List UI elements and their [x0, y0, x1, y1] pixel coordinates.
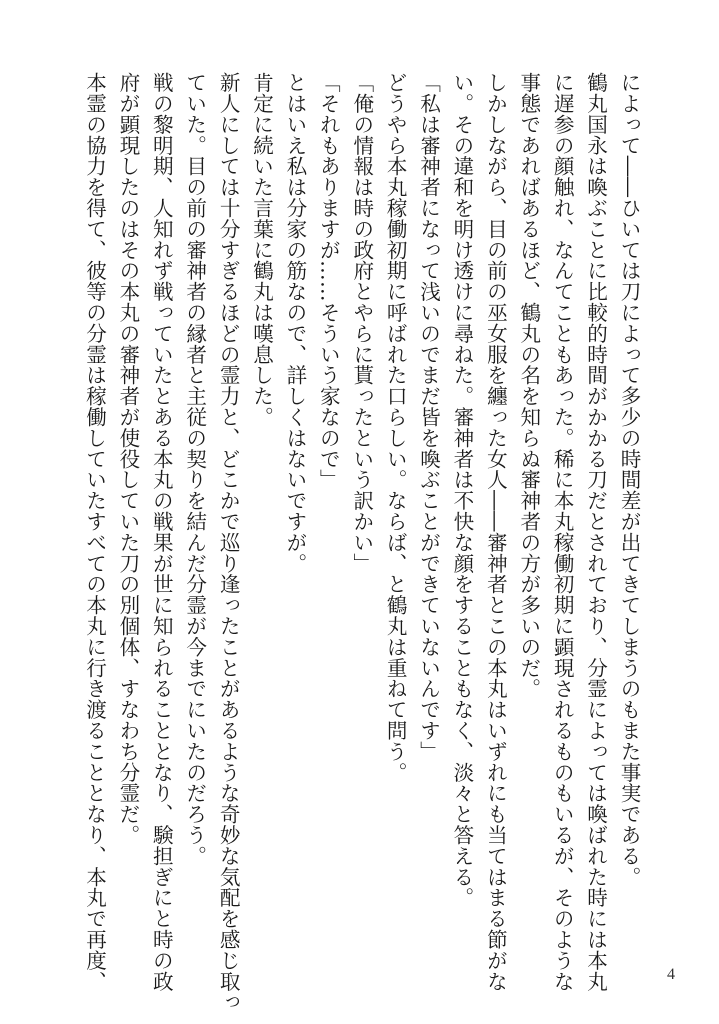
text-line: 「それもありますが……そういう家なので」 — [316, 72, 341, 490]
text-line: 新人にしては十分すぎるほどの霊力と、どこかで巡り逢ったことがあるような奇妙な気配を感じ取っ — [216, 72, 241, 1013]
text-line: ていた。目の前の審神者の縁者と主従の契りを結んだ分霊が今までにいたのだろう。 — [182, 72, 207, 867]
vertical-text-body — [45, 72, 645, 1013]
text-line: 本霊の協力を得て、彼等の分霊は稼働していたすべての本丸に行き渡ることとなり、本丸で再度、 — [82, 72, 107, 992]
page-number: 4 — [667, 966, 675, 983]
text-line: どうやら本丸稼働初期に呼ばれた口らしい。ならば、と鶴丸は重ねて問う。 — [383, 72, 408, 783]
text-line: い。その違和を明け透けに尋ねた。審神者は不快な顔をすることもなく、淡々と答える。 — [449, 72, 474, 908]
text-line: に遅参の顔触れ、なんてこともあった。稀に本丸稼働初期に顕現されるものもいるが、そのような — [550, 72, 575, 992]
text-line: 「俺の情報は時の政府とやらに貰ったという訳かい」 — [349, 72, 374, 574]
text-line: とはいえ私は分家の筋なので、詳しくはないですが。 — [282, 72, 307, 574]
text-line: 鶴丸国永は喚ぶことに比較的時間がかかる刀だとされており、分霊によっては喚ばれた時には本丸 — [583, 72, 608, 992]
text-line: によって――ひいては刀によって多少の時間差が出てきてしまうのもまた事実である。 — [617, 72, 641, 888]
text-line: 肯定に続いた言葉に鶴丸は嘆息した。 — [249, 72, 274, 428]
text-line: しかしながら、目の前の巫女服を纏った女人――審神者とこの本丸はいずれにも当てはまる節がな — [483, 72, 508, 992]
text-line: 事態であればあるほど、鶴丸の名を知らぬ審神者の方が多いのだ。 — [516, 72, 541, 699]
text-line: 府が顕現したのはその本丸の審神者が使役していた刀の別個体、すなわち分霊だ。 — [115, 72, 140, 846]
text-line: 戦の黎明期、人知れず戦っていたとある本丸の戦果が世に知られることとなり、験担ぎにと時の政 — [149, 72, 174, 992]
text-line: 「私は審神者になって浅いのでまだ皆を喚ぶことができていないんです」 — [416, 72, 441, 762]
